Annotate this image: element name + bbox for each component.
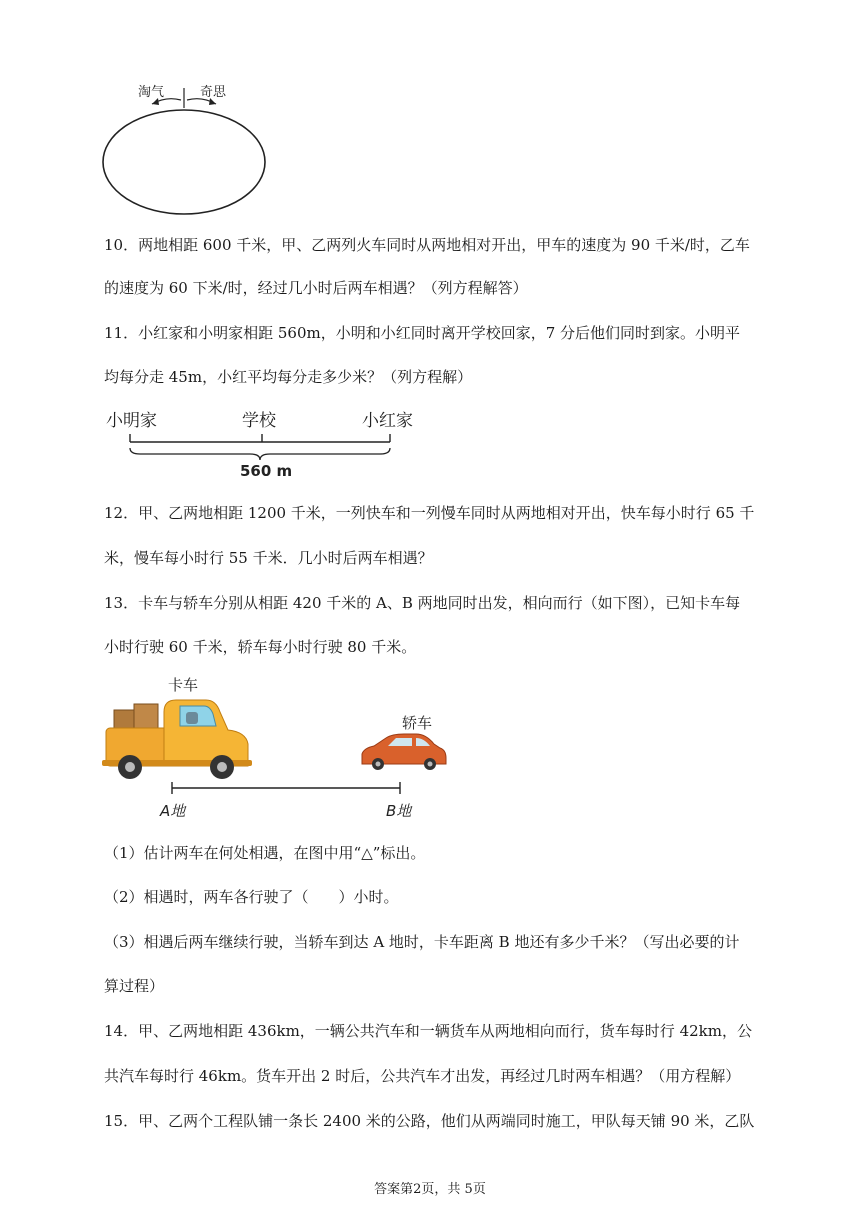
loop-label-left: 淘气: [138, 85, 165, 100]
truck-icon: [102, 700, 252, 779]
loop-diagram: [96, 78, 272, 220]
vehicles-diagram: [100, 672, 460, 822]
truck-label: 卡车: [168, 676, 199, 694]
q11-line1: 11．小红家和小明家相距 560m，小明和小红同时离开学校回家，7 分后他们同时到家。小明平: [104, 324, 741, 342]
q14-line2: 共汽车每时行 46km。货车开出 2 时后，公共汽车才出发，再经过几时两车相遇？（用方程解）: [104, 1067, 741, 1085]
loop-label-right: 奇思: [200, 85, 227, 100]
q10-line1: 10．两地相距 600 千米，甲、乙两列火车同时从两地相对开出，甲车的速度为 90 千米/时，乙车: [104, 236, 750, 254]
page-footer: 答案第2页，共 5页: [374, 1182, 486, 1197]
car-icon: [362, 734, 446, 770]
route-label-left: 小明家: [106, 411, 157, 431]
q13-sub3-line2: 算过程）: [104, 977, 165, 995]
q14-line1: 14．甲、乙两地相距 436km，一辆公共汽车和一辆货车从两地相向而行，货车每时行 42km，公: [104, 1022, 752, 1040]
q13-line1: 13．卡车与轿车分别从相距 420 千米的 A、B 两地同时出发，相向而行（如下图），已知卡车每: [104, 594, 741, 612]
q15-line1: 15．甲、乙两个工程队铺一条长 2400 米的公路，他们从两端同时施工，甲队每天铺 90 米，乙队: [104, 1112, 755, 1130]
q13-sub2: （2）相遇时，两车各行驶了（ ）小时。: [104, 888, 399, 906]
route-label-right: 小红家: [362, 411, 413, 431]
q13-sub1: （1）估计两车在何处相遇，在图中用“△”标出。: [104, 844, 426, 862]
q12-line1: 12．甲、乙两地相距 1200 千米，一列快车和一列慢车同时从两地相对开出，快车每小时行 65 千: [104, 504, 755, 522]
route-figure: [100, 404, 430, 482]
q13-line2: 小时行驶 60 千米，轿车每小时行驶 80 千米。: [104, 638, 417, 656]
car-label: 轿车: [402, 714, 433, 732]
q11-line2: 均每分走 45m，小红平均每分走多少米？（列方程解）: [104, 368, 473, 386]
route-diagram: [100, 404, 430, 482]
route-label-middle: 学校: [242, 411, 276, 431]
b-label: B地: [386, 802, 412, 820]
q13-sub3-line1: （3）相遇后两车继续行驶，当轿车到达 A 地时，卡车距离 B 地还有多少千米？（写出必要的计: [104, 933, 740, 951]
loop-figure: [96, 78, 272, 220]
vehicles-figure: [100, 672, 460, 822]
q10-line2: 的速度为 60 下米/时，经过几小时后两车相遇？（列方程解答）: [104, 279, 528, 297]
q12-line2: 米，慢车每小时行 55 千米．几小时后两车相遇？: [104, 549, 433, 567]
route-distance: 560 m: [240, 462, 293, 480]
a-label: A地: [160, 802, 186, 820]
